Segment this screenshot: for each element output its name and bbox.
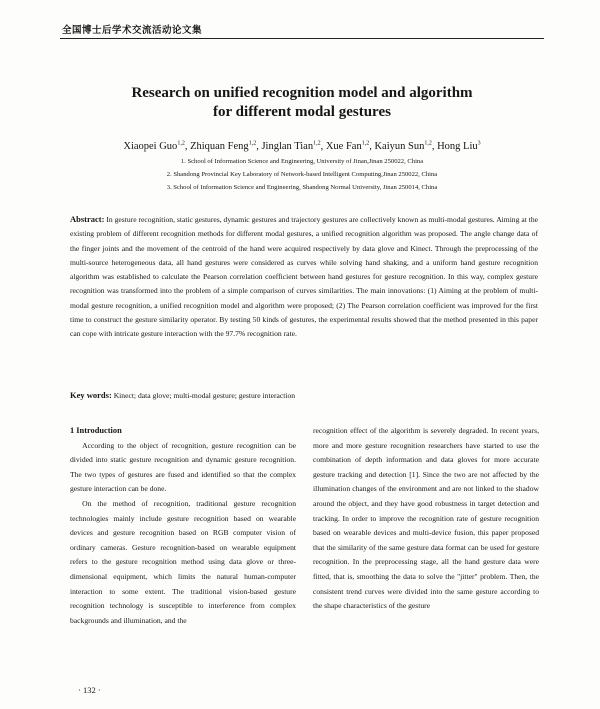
author: Zhiquan Feng$^{1,2}$, (190, 140, 262, 152)
author: Jinglan Tian$^{1,2}$, (261, 140, 326, 152)
keywords (70, 389, 538, 402)
header-rule (60, 38, 544, 39)
abstract-text: In gesture recognition, static gestures, dynamic gestures and trajectory gestures are collectively known as multi-modal gestures. Aiming at the existing problem of different recognition methods for different modal gestures, a unified recognition algorithm was proposed. The angle change data of the finger joints and the movement of the centroid of the hand were acquired respectively by data glove and Kinect. Through the preprocessing of the multi-source heterogeneous data, all hand gestures were considered as curves while solving hand shaking, and a uniform hand gesture recognition algorithm was established to calculate the Pearson correlation coefficient between hand gestures for gesture recognition. In this way, complex gesture recognition was transformed into the problem of a simple comparison of curves similarities. The main innovations: (1) Aiming at the problem of multi-modal gesture recognition, a unified recognition model and algorithm were proposed; (2) The Pearson correlation coefficient was improved for the first time to construct the gesture similarity operator. By testing 50 kinds of gestures, the experimental results showed that the method presented in this paper can cope with intricate gesture interaction with the 97.7% recognition rate. (70, 215, 538, 339)
affiliation-2: 2. Shandong Provincial Key Laboratory of Network-based Intelligent Computing,Jinan 250022, China (166, 171, 438, 178)
author: Xiaopei Guo$^{1,2}$, (123, 140, 191, 152)
paragraph: According to the object of recognition, gesture recognition can be divided into static gesture recognition and dynamic gesture recognition. The two types of gestures are fused and identified so that the complex gesture interaction can be done. (70, 440, 296, 494)
author: Kaiyun Sun$^{1,2}$, (374, 140, 438, 152)
affiliations (60, 155, 544, 194)
abstract-label: Abstract: (70, 214, 105, 224)
keywords-label: Key words: (70, 390, 112, 400)
page-number: · 132 · (78, 685, 101, 695)
paragraph: recognition effect of the algorithm is severely degraded. In recent years, more and more gesture recognition researchers have started to use the combination of depth information and data gloves for more accurate gesture tracking and detection [1]. Since the two are not affected by the illumination changes of the environment and are not linked to the shadow around the object, and they have good robustness in target detection and tracking. In order to improve the recognition rate of gesture recognition based on wearable devices and multi-device fusion, this paper proposed that the similarity of the same gesture data format can be used for gesture recognition. In the preprocessing stage, all the hand gesture data were fitted, that is, smoothing the data to solve the "jitter" problem. Then, the consistent trend curves were divided into the same gesture according to the shape characteristics of the gesture (313, 426, 539, 611)
affiliation-1: 1. School of Information Science and Engineering, University of Jinan,Jinan 250022, China (180, 158, 424, 165)
abstract (70, 212, 538, 342)
title-line-1: Research on unified recognition model and algorithm (131, 85, 473, 101)
journal-header: 全国博士后学术交流活动论文集 (62, 26, 203, 36)
affiliation-3: 3. School of Information Science and Engineering, Shandong Normal University, Jinan 250014, China (166, 184, 438, 191)
title-line-2: for different modal gestures (213, 104, 391, 120)
paper-title (60, 84, 544, 122)
author-list (60, 140, 544, 152)
paragraph: On the method of recognition, traditional gesture recognition technologies mainly include gesture recognition based on wearable devices and gesture recognition based on RGB computer vision of ordinary cameras. Gesture recognition-based on wearable equipment refers to the gesture recognition method using data glove or three-dimensional equipment, which limits the natural human-computer interaction to some extent. The traditional vision-based gesture recognition technology is susceptible to interference from complex backgrounds and illumination, and the (70, 498, 296, 625)
author: Xue Fan$^{1,2}$, (325, 140, 375, 152)
section-heading: 1 Introduction (70, 426, 122, 435)
author: Hong Liu$^3$ (437, 140, 481, 152)
keywords-text: Kinect; data glove; multi-modal gesture; gesture interaction (111, 391, 296, 400)
left-column (70, 424, 296, 628)
right-column (313, 424, 539, 614)
